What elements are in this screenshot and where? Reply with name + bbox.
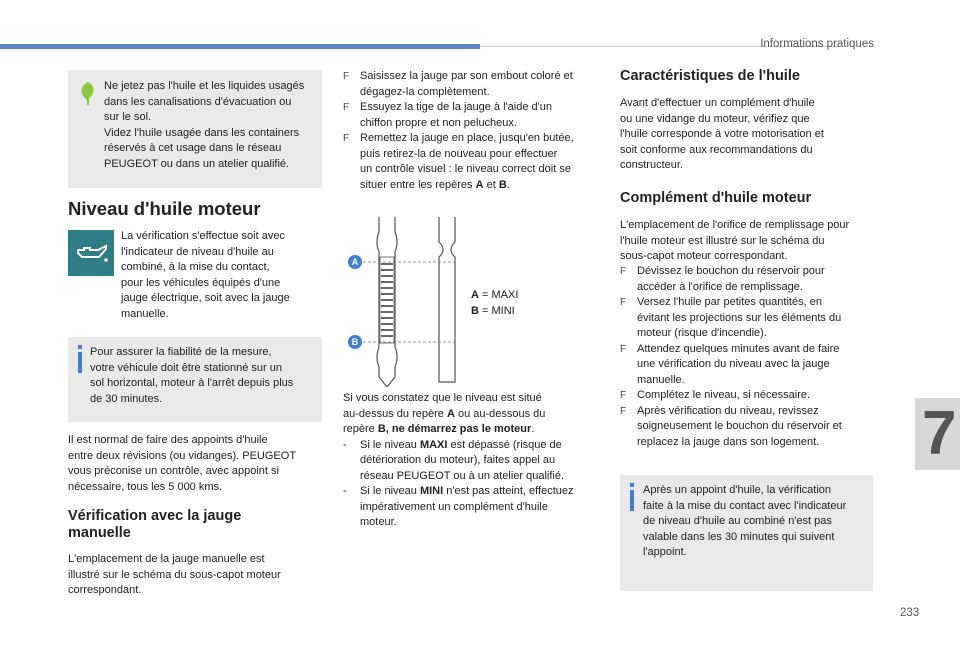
verification-text <box>68 552 328 599</box>
niveau-intro-line: manuelle. <box>121 307 169 320</box>
step-line: puis retirez-la de nouveau pour effectuer <box>360 147 558 160</box>
niveau-intro-line: l'indicateur de niveau d'huile au <box>121 245 274 258</box>
eco-note-line: Videz l'huile usagée dans les containers <box>104 126 300 139</box>
niveau-intro-line: La vérification s'effectue soit avec <box>121 230 285 242</box>
step-marker: F <box>620 297 627 308</box>
dash-line <box>360 484 608 500</box>
legend-a <box>471 288 518 304</box>
verification-line: L'emplacement de la jauge manuelle est <box>68 553 265 565</box>
niveau-info-line: de 30 minutes. <box>90 392 163 405</box>
complement-intro-line: L'emplacement de l'orifice de remplissage pour <box>620 219 850 231</box>
niveau-intro-line: jauge électrique, soit avec la jauge <box>121 292 290 304</box>
step-line: Essuyez la tige de la jauge à l'aide d'un <box>360 101 552 113</box>
step-line: soigneusement le bouchon du réservoir et <box>637 420 842 432</box>
niveau-intro <box>121 229 321 322</box>
leaf-icon <box>76 80 100 106</box>
caracteristiques-line: l'huile corresponde à votre motorisation et <box>620 128 824 140</box>
dash-item-maxi <box>343 438 608 485</box>
niveau-intro-line: combiné, à la mise du contact, <box>121 261 270 273</box>
step-line: chiffon propre et non pelucheux. <box>360 116 517 129</box>
warning-text: B, ne démarrez pas le moteur <box>377 423 532 435</box>
chapter-number: 7 <box>922 399 957 468</box>
page-number: 233 <box>900 607 920 619</box>
caracteristiques-line: soit conforme aux recommandations du <box>620 143 813 156</box>
caracteristiques-text <box>620 96 880 174</box>
step-line-end: . <box>506 178 510 191</box>
caracteristiques-line: constructeur. <box>620 159 683 171</box>
dash-line: impérativement un complément d'huile <box>360 500 548 513</box>
verification-title-line2: manuelle <box>68 525 131 541</box>
section-title: Informations pratiques <box>760 38 874 50</box>
step-line: une vérification du niveau avec la jauge <box>637 358 830 370</box>
dipstick-steps <box>343 69 605 193</box>
step-line: accéder à l'orifice de remplissage. <box>637 280 803 293</box>
complement-intro <box>620 218 885 265</box>
step-line: Saisissez la jauge par son embout coloré et <box>360 70 573 82</box>
step-line-pre: situer entre les repères <box>360 178 476 191</box>
if-level-text <box>343 391 608 531</box>
list-item <box>620 388 882 404</box>
text-run: Si le niveau <box>360 438 420 451</box>
step-line: évitant les projections sur les éléments du <box>637 311 842 324</box>
verification-title <box>68 508 241 542</box>
step-marker: F <box>620 390 627 401</box>
complement-info-text <box>643 483 871 561</box>
niveau-normal-line: vous préconise un contrôle, avec appoint si <box>68 465 279 477</box>
step-marker: F <box>620 266 627 277</box>
eco-note-line: PEUGEOT ou dans un atelier qualifié. <box>104 157 290 170</box>
step-line: Versez l'huile par petites quantités, en <box>637 296 822 308</box>
caracteristiques-line: Avant d'effectuer un complément d'huile <box>620 97 815 109</box>
eco-note-line: dans les canalisations d'évacuation ou <box>104 95 292 108</box>
dash-line: détérioration du moteur), faites appel au <box>360 454 556 466</box>
marker-b-badge: B <box>348 335 362 349</box>
header-accent-bar <box>0 44 480 49</box>
dipstick-illustration <box>343 212 463 387</box>
complement-steps <box>620 264 882 450</box>
step-line: replacez la jauge dans son logement. <box>637 435 820 448</box>
info-icon <box>76 345 84 373</box>
step-line: dégagez-la complètement. <box>360 85 490 98</box>
step-line: Complétez le niveau, si nécessaire. <box>637 389 811 401</box>
verification-title-line1: Vérification avec la jauge <box>68 508 242 524</box>
complement-title: Complément d'huile moteur <box>620 190 812 206</box>
niveau-info-text <box>90 345 320 407</box>
step-marker: F <box>620 343 627 355</box>
marker-b-ref: B <box>498 178 507 191</box>
oil-can-icon <box>68 230 114 276</box>
legend-a-letter: A <box>471 289 479 301</box>
dipstick-legend <box>471 288 518 319</box>
complement-info-line: faite à la mise du contact avec l'indicateur <box>643 499 847 512</box>
step-line: un contrôle visuel : le niveau correct doit se <box>360 163 571 175</box>
niveau-normal-line: Il est normal de faire des appoints d'huile <box>68 434 268 446</box>
niveau-normal-line: nécessaire, tous les 5 000 kms. <box>68 480 223 493</box>
verification-line: illustré sur le schéma du sous-capot moteur <box>68 568 281 581</box>
step-line: Remettez la jauge en place, jusqu'en butée, <box>360 132 574 144</box>
step-line: Après vérification du niveau, revissez <box>637 404 819 417</box>
marker-a-ref: A <box>475 178 484 191</box>
step-line: Dévissez le bouchon du réservoir pour <box>637 265 825 277</box>
list-item <box>343 100 605 131</box>
step-marker: F <box>343 133 350 144</box>
dipstick-left-rod <box>377 217 397 387</box>
step-line: manuelle. <box>637 373 685 386</box>
complement-info-line: de niveau d'huile au combiné n'est pas <box>643 515 832 527</box>
eco-note-text <box>104 79 320 172</box>
if-level-line <box>343 422 608 438</box>
dash-line <box>360 438 608 454</box>
maxi-label: MAXI <box>419 438 448 451</box>
list-item <box>620 404 882 451</box>
step-marker: F <box>343 71 350 82</box>
info-icon <box>628 483 636 511</box>
niveau-title: Niveau d'huile moteur <box>68 198 261 219</box>
text-run: repère <box>343 423 378 435</box>
mini-label: MINI <box>419 485 444 497</box>
niveau-info-line: votre véhicule doit être stationné sur un <box>90 361 283 374</box>
dash-marker: - <box>343 438 347 451</box>
step-line: Attendez quelques minutes avant de faire <box>637 342 840 355</box>
niveau-intro-line: pour les véhicules équipés d'une <box>121 276 281 289</box>
verification-line: correspondant. <box>68 584 142 596</box>
niveau-info-line: sol horizontal, moteur à l'arrêt depuis plus <box>90 377 294 389</box>
eco-note-line: Ne jetez pas l'huile et les liquides usagés <box>104 80 305 92</box>
marker-a-ref: A <box>446 407 455 420</box>
dash-marker: - <box>343 485 347 497</box>
text-run: Si le niveau <box>360 485 420 497</box>
complement-intro-line: sous-capot moteur correspondant. <box>620 250 788 262</box>
dash-item-mini <box>343 484 608 531</box>
dipstick-right-rod <box>439 217 455 382</box>
text-run: ou au-dessous du <box>454 407 546 420</box>
list-item <box>620 342 882 389</box>
list-item <box>343 131 605 193</box>
niveau-normal-text <box>68 433 328 495</box>
text-run: n'est pas atteint, effectuez <box>443 485 574 497</box>
if-level-line: Si vous constatez que le niveau est situé <box>343 392 542 404</box>
list-item <box>343 69 605 100</box>
complement-info-line: l'appoint. <box>643 546 687 558</box>
legend-b-text: = MINI <box>478 304 515 317</box>
legend-a-text: = MAXI <box>478 289 519 301</box>
step-marker: F <box>620 405 627 417</box>
legend-b <box>471 304 518 320</box>
marker-a-badge: A <box>348 255 362 269</box>
legend-b-letter: B <box>471 304 479 317</box>
list-item <box>620 264 882 295</box>
complement-info-line: valable dans les 30 minutes qui suivent <box>643 530 835 543</box>
dash-line: moteur. <box>360 516 397 528</box>
text-run: . <box>531 423 535 435</box>
text-run: au-dessus du repère <box>343 407 447 420</box>
eco-note-line: sur le sol. <box>104 111 152 123</box>
dash-line: réseau PEUGEOT ou à un atelier qualifié. <box>360 469 565 482</box>
complement-info-line: Après un appoint d'huile, la vérification <box>643 484 831 496</box>
caracteristiques-line: ou une vidange du moteur, vérifiez que <box>620 112 810 125</box>
niveau-info-line: Pour assurer la fiabilité de la mesure, <box>90 346 272 358</box>
caracteristiques-title: Caractéristiques de l'huile <box>620 68 800 84</box>
step-line: moteur (risque d'incendie). <box>637 327 767 339</box>
text-run: est dépassé (risque de <box>447 438 562 451</box>
step-marker: F <box>343 102 350 113</box>
eco-note-line: réservés à cet usage dans le réseau <box>104 142 282 154</box>
niveau-normal-line: entre deux révisions (ou vidanges). PEUGEOT <box>68 449 297 462</box>
step-line-mid: et <box>483 178 499 191</box>
list-item <box>620 295 882 342</box>
if-level-line <box>343 407 608 423</box>
complement-intro-line: l'huile moteur est illustré sur le schéma du <box>620 234 825 247</box>
